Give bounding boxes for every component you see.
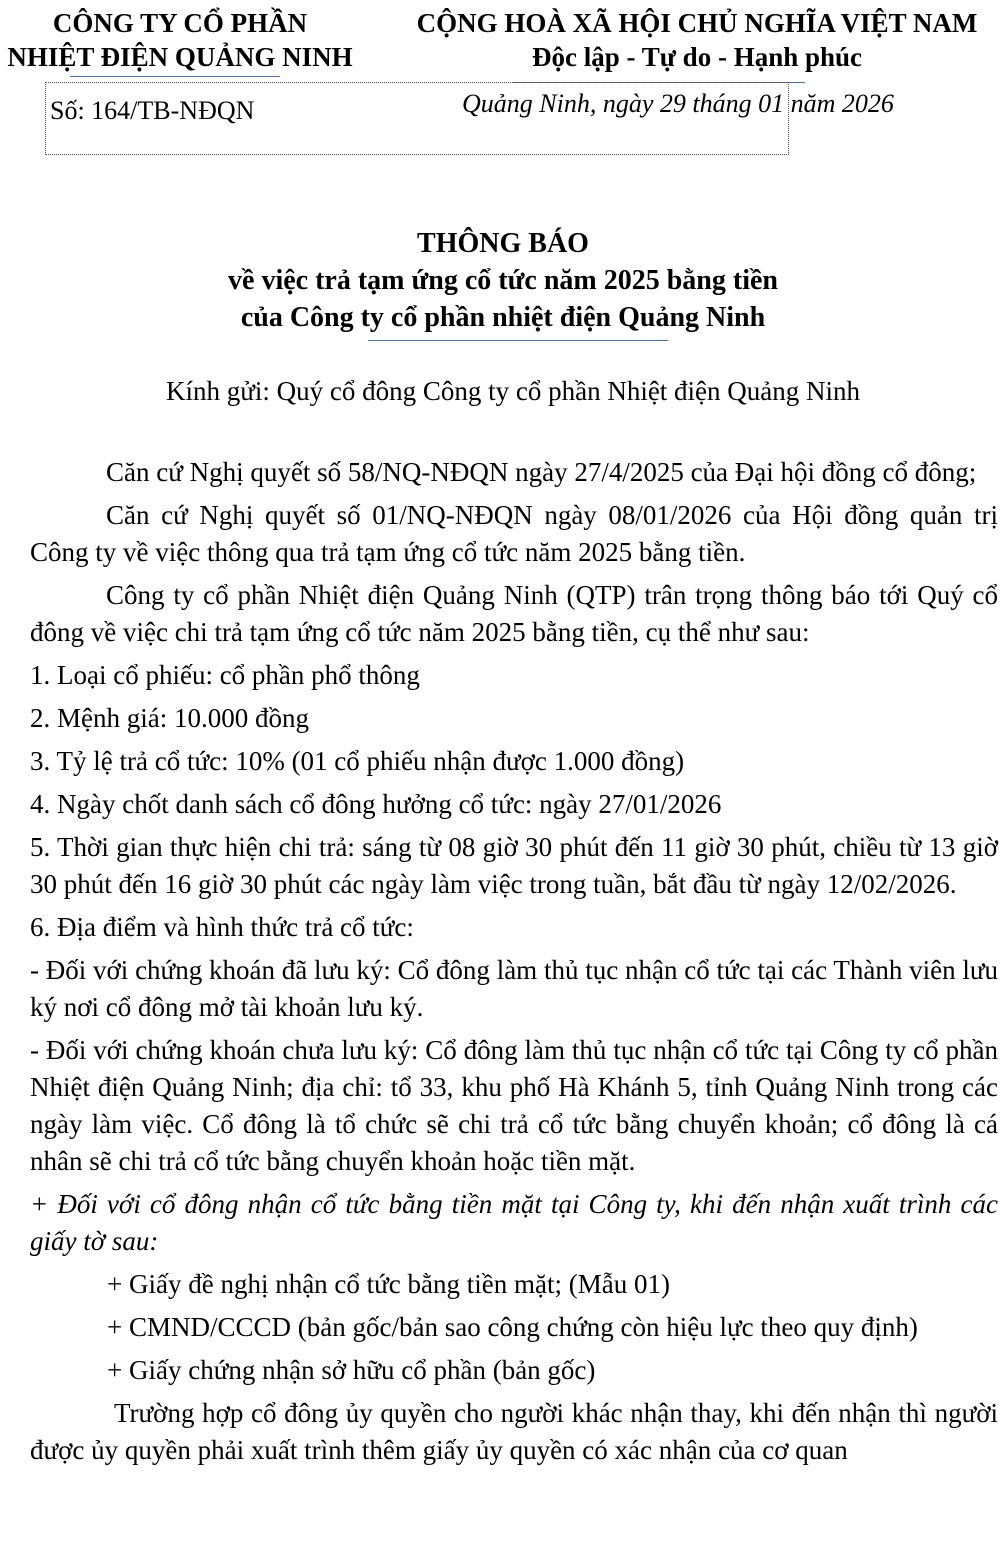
place-date: Quảng Ninh, ngày 29 tháng 01 năm 2026	[462, 89, 894, 118]
title-underline	[368, 340, 668, 341]
item-share-type: 1. Loại cổ phiếu: cổ phần phổ thông	[30, 660, 420, 690]
company-header	[0, 6, 360, 74]
required-doc-1: + Giấy đề nghị nhận cổ tức bằng tiền mặt; (Mẫu 01)	[107, 1269, 670, 1299]
undeposited-securities: - Đối với chứng khoán chưa lưu ký: Cổ đông làm thủ tục nhận cổ tức tại Công ty cổ phần Nhiệt điện Quảng Ninh; địa chỉ: tổ 33, khu phố Hà Khánh 5, tỉnh Quảng Ninh trong các ngày làm việc. Cổ đông là tổ chức sẽ chi trả cổ tức bằng chuyển khoản; cổ đông là cá nhân sẽ chi trả cổ tức bằng chuyển khoản hoặc tiền mặt.	[30, 1035, 998, 1176]
item-par-value: 2. Mệnh giá: 10.000 đồng	[30, 703, 309, 733]
company-name-line2: NHIỆT ĐIỆN QUẢNG NINH	[7, 42, 353, 72]
basis-paragraph-2: Căn cứ Nghị quyết số 01/NQ-NĐQN ngày 08/01/2026 của Hội đồng quản trị Công ty về việc thông qua trả tạm ứng cổ tức năm 2025 bằng tiền.	[30, 500, 998, 567]
title-line3: của Công ty cổ phần nhiệt điện Quảng Ninh	[240, 302, 766, 333]
cash-payment-note: + Đối với cổ đông nhận cổ tức bằng tiền mặt tại Công ty, khi đến nhận xuất trình các giấy tờ sau:	[30, 1189, 998, 1256]
reference-number: Số: 164/TB-NĐQN	[50, 96, 255, 125]
nation-motto: Độc lập - Tự do - Hạnh phúc	[531, 42, 863, 72]
item-payment-place: 6. Địa điểm và hình thức trả cổ tức:	[30, 912, 414, 942]
item-payment-time: 5. Thời gian thực hiện chi trả: sáng từ 08 giờ 30 phút đến 11 giờ 30 phút, chiều từ 13 giờ 30 phút đến 16 giờ 30 phút các ngày làm việc trong tuần, bắt đầu từ ngày 12/02/2026.	[30, 832, 998, 899]
basis-paragraph-1: Căn cứ Nghị quyết số 58/NQ-NĐQN ngày 27/4/2025 của Đại hội đồng cổ đông;	[106, 457, 977, 487]
required-doc-3: + Giấy chứng nhận sở hữu cổ phần (bản gốc)	[107, 1355, 596, 1385]
item-dividend-rate: 3. Tỷ lệ trả cổ tức: 10% (01 cổ phiếu nhận được 1.000 đồng)	[30, 746, 685, 776]
proxy-paragraph: Trường hợp cổ đông ủy quyền cho người khác nhận thay, khi đến nhận thì người được ủy quyền phải xuất trình thêm giấy ủy quyền có xác nhận của cơ quan	[30, 1398, 998, 1465]
recipient: Kính gửi: Quý cổ đông Công ty cổ phần Nhiệt điện Quảng Ninh	[165, 376, 861, 406]
company-underline	[70, 76, 280, 77]
item-record-date: 4. Ngày chốt danh sách cổ đông hưởng cổ tức: ngày 27/01/2026	[30, 789, 722, 819]
nation-name: CỘNG HOÀ XÃ HỘI CHỦ NGHĨA VIỆT NAM	[416, 8, 978, 38]
title-line2: về việc trả tạm ứng cổ tức năm 2025 bằng tiền	[228, 265, 778, 296]
deposited-securities: - Đối với chứng khoán đã lưu ký: Cổ đông làm thủ tục nhận cổ tức tại các Thành viên lưu ký nơi cổ đông mở tài khoản lưu ký.	[30, 955, 998, 1022]
company-name-line1: CÔNG TY CỔ PHẦN	[52, 8, 308, 38]
notice-body	[30, 454, 998, 1469]
national-header	[388, 6, 1006, 74]
notice-title	[0, 225, 1006, 336]
required-doc-2: + CMND/CCCD (bản gốc/bản sao công chứng còn hiệu lực theo quy định)	[107, 1312, 918, 1342]
intro-paragraph: Công ty cổ phần Nhiệt điện Quảng Ninh (QTP) trân trọng thông báo tới Quý cổ đông về việc chi trả tạm ứng cổ tức năm 2025 bằng tiền, cụ thể như sau:	[30, 580, 998, 647]
title-line1: THÔNG BÁO	[417, 228, 589, 259]
